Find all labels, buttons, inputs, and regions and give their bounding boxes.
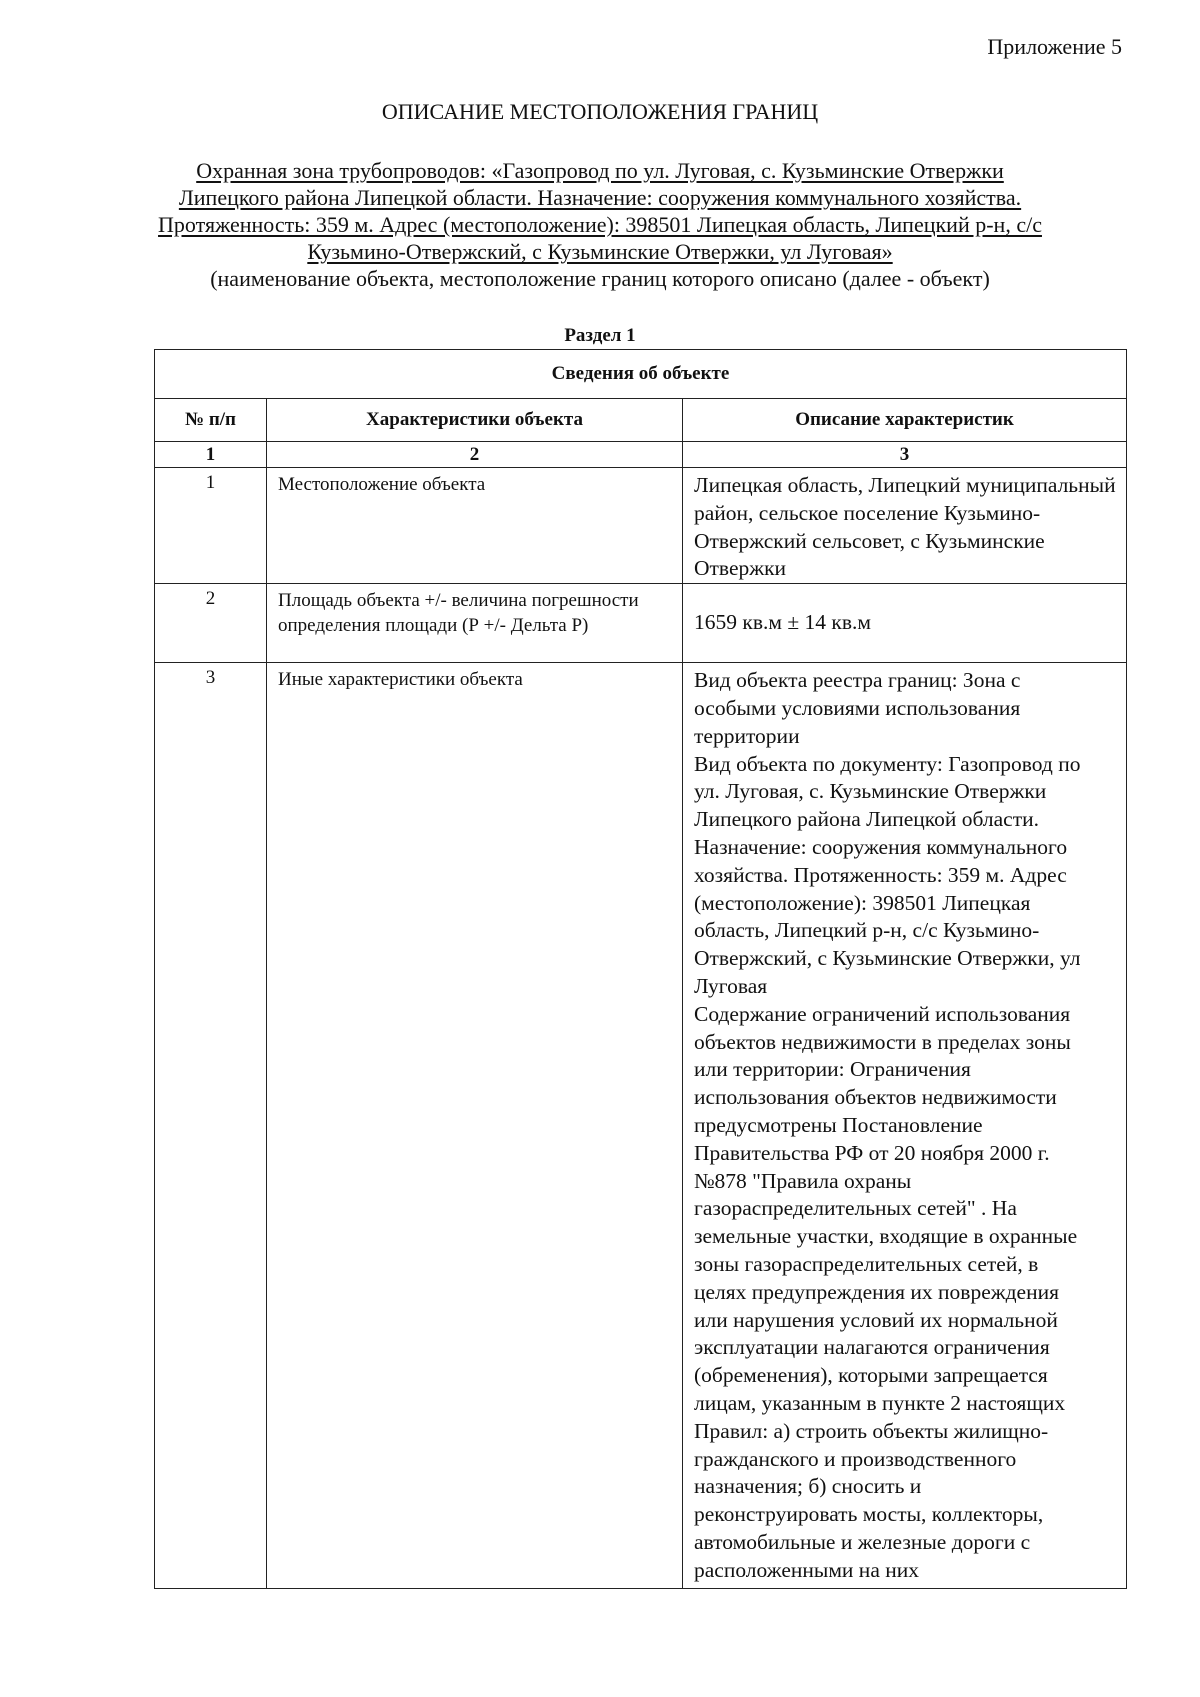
description-line: область, Липецкий р-н, с/с Кузьмино- [694, 918, 1040, 943]
description-line: Вид объекта по документу: Газопровод по [694, 751, 1081, 776]
description-line: реконструировать мосты, коллекторы, [694, 1502, 1044, 1527]
table-row [155, 584, 1127, 663]
object-name-line: Кузьмино-Отвержский, с Кузьминские Отвержки, ул Луговая» [307, 239, 893, 264]
column-numbers-row [155, 442, 1127, 468]
column-number: 3 [683, 442, 1127, 468]
description-line: Отвержский, с Кузьминские Отвержки, ул [694, 946, 1081, 971]
object-name-line: Протяженность: 359 м. Адрес (местоположение): 398501 Липецкая область, Липецкий р-н, с/с [158, 212, 1042, 237]
table-row [155, 468, 1127, 584]
object-caption: (наименование объекта, местоположение границ которого описано (далее - объект) [210, 266, 990, 291]
table-header-row [155, 399, 1127, 442]
description-line: целях предупреждения их повреждения [694, 1279, 1059, 1304]
column-number: 2 [267, 442, 683, 468]
row-description: 1659 кв.м ± 14 кв.м [683, 584, 1127, 663]
row-number: 1 [155, 468, 267, 584]
description-line: эксплуатации налагаются ограничения [694, 1335, 1050, 1360]
description-line: расположенными на них [694, 1557, 919, 1582]
column-number: 1 [155, 442, 267, 468]
description-line: автомобильные и железные дороги с [694, 1529, 1031, 1554]
object-name-line: Липецкого района Липецкой области. Назначение: сооружения коммунального хозяйства. [178, 185, 1022, 210]
description-line: Назначение: сооружения коммунального [694, 834, 1068, 859]
column-header-characteristic: Характеристики объекта [267, 399, 683, 442]
object-info-table [154, 349, 1127, 1589]
description-line: №878 "Правила охраны [694, 1168, 912, 1193]
object-name-block [120, 157, 1080, 292]
column-header-description: Описание характеристик [683, 399, 1127, 442]
description-line: Вид объекта реестра границ: Зона с [694, 668, 1021, 693]
description-line: (обременения), которыми запрещается [694, 1363, 1048, 1388]
row-characteristic: Иные характеристики объекта [267, 663, 683, 1589]
description-line: Содержание ограничений использования [694, 1001, 1071, 1026]
description-line: предусмотрены Постановление [694, 1112, 983, 1137]
description-line: особыми условиями использования [694, 695, 1021, 720]
appendix-label: Приложение 5 [987, 34, 1122, 59]
object-name-line: Охранная зона трубопроводов: «Газопровод по ул. Луговая, с. Кузьминские Отвержки [196, 158, 1004, 183]
row-characteristic: Местоположение объекта [267, 468, 683, 584]
description-line: гражданского и производственного [694, 1446, 1017, 1471]
description-line: Луговая [694, 973, 768, 998]
description-line: (местоположение): 398501 Липецкая [694, 890, 1031, 915]
description-line: Правительства РФ от 20 ноября 2000 г. [694, 1140, 1050, 1165]
description-line: Правил: а) строить объекты жилищно- [694, 1418, 1049, 1443]
description-line: или нарушения условий их нормальной [694, 1307, 1058, 1332]
description-line: земельные участки, входящие в охранные [694, 1224, 1078, 1249]
description-line: использования объектов недвижимости [694, 1085, 1057, 1110]
description-line: назначения; б) сносить и [694, 1474, 922, 1499]
description-line: Липецкого района Липецкой области. [694, 807, 1039, 832]
page-title: ОПИСАНИЕ МЕСТОПОЛОЖЕНИЯ ГРАНИЦ [381, 99, 819, 124]
description-line: лицам, указанным в пункте 2 настоящих [694, 1390, 1066, 1415]
row-description [683, 663, 1127, 1589]
row-number: 3 [155, 663, 267, 1589]
description-line: или территории: Ограничения [694, 1057, 971, 1082]
row-number: 2 [155, 584, 267, 663]
section-title: Раздел 1 [564, 325, 636, 346]
description-line: газораспределительных сетей" . На [694, 1196, 1017, 1221]
table-caption: Сведения об объекте [155, 350, 1127, 399]
description-line: хозяйства. Протяженность: 359 м. Адрес [694, 862, 1067, 887]
table-row [155, 663, 1127, 1589]
column-header-number: № п/п [155, 399, 267, 442]
description-line: зоны газораспределительных сетей, в [694, 1251, 1039, 1276]
row-description: Липецкая область, Липецкий муниципальный район, сельское поселение Кузьмино-Отвержский сельсовет, с Кузьминские Отвержки [683, 468, 1127, 584]
description-line: ул. Луговая, с. Кузьминские Отвержки [694, 779, 1047, 804]
row-characteristic: Площадь объекта +/- величина погрешности определения площади (Р +/- Дельта Р) [267, 584, 683, 663]
description-line: объектов недвижимости в пределах зоны [694, 1029, 1071, 1054]
description-line: территории [694, 723, 800, 748]
